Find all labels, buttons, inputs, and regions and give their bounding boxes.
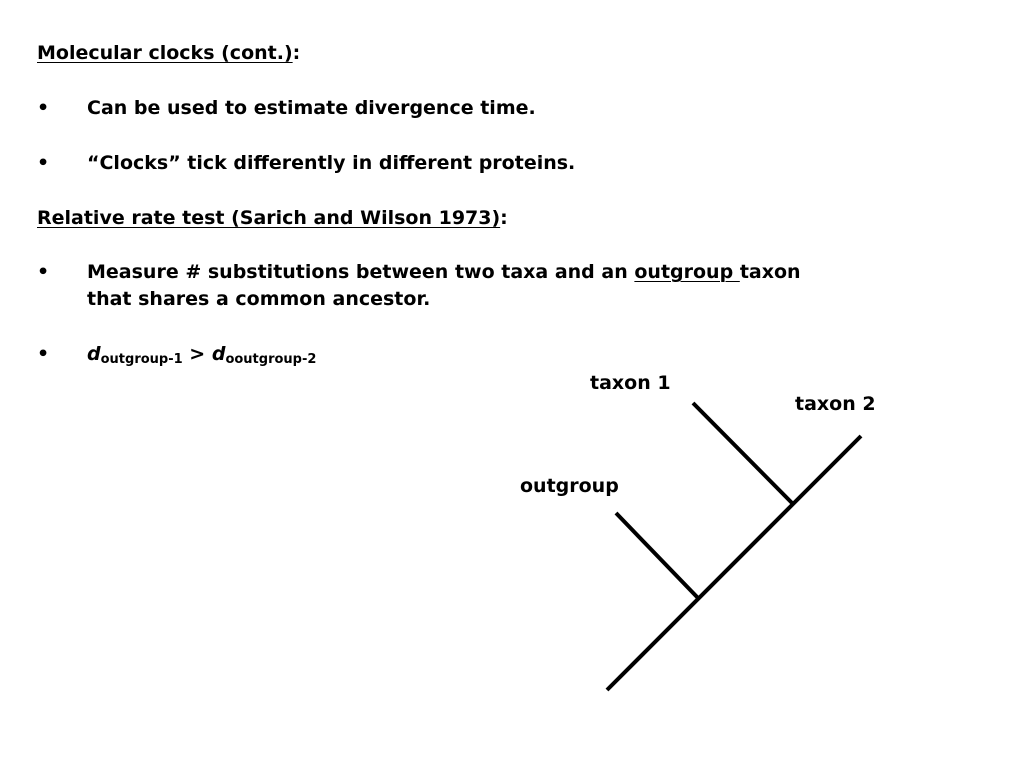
heading-relative-rate-test-text: Relative rate test (Sarich and Wilson 1973): [37, 207, 501, 229]
measure-part-2: taxon: [739, 261, 801, 283]
measure-part-1: Measure # substitutions between two taxa and an: [87, 261, 635, 283]
greater-than-operator: >: [182, 343, 212, 365]
tree-trunk-to-taxon-2: [607, 436, 861, 690]
bullet-dot: •: [37, 343, 50, 365]
distance-symbol-2: d: [211, 343, 226, 365]
label-taxon-2: taxon 2: [795, 393, 876, 415]
distance-subscript-2: ooutgroup-2: [225, 352, 317, 367]
bullet-dot: •: [37, 261, 50, 283]
bullet-measure-line-2: that shares a common ancestor.: [87, 288, 431, 310]
label-outgroup: outgroup: [520, 475, 619, 497]
tree-branch-taxon-1: [693, 403, 793, 504]
distance-subscript-1: outgroup-1: [100, 352, 183, 367]
bullet-dot: •: [37, 97, 50, 119]
heading-molecular-clocks-colon: :: [292, 42, 301, 64]
tree-branch-outgroup: [616, 513, 698, 598]
heading-molecular-clocks-text: Molecular clocks (cont.): [37, 42, 293, 64]
bullet-divergence-time-text: Can be used to estimate divergence time.: [87, 97, 536, 119]
outgroup-term: outgroup: [634, 261, 740, 283]
heading-relative-rate-test-colon: :: [500, 207, 508, 229]
bullet-clocks-tick-text: “Clocks” tick differently in different proteins.: [87, 152, 576, 174]
distance-symbol-1: d: [87, 343, 101, 365]
bullet-dot: •: [37, 152, 50, 174]
label-taxon-1: taxon 1: [590, 372, 671, 394]
